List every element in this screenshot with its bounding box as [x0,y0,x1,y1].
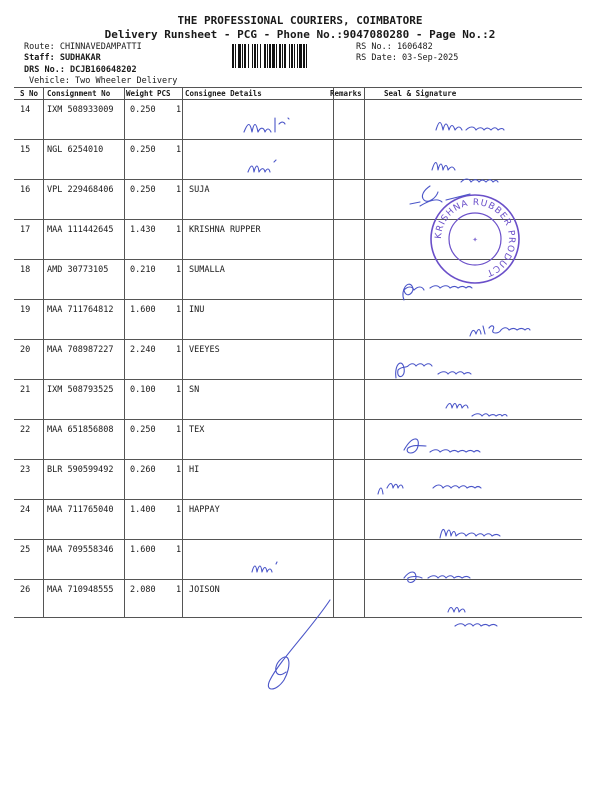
row-pcs: 1 [176,505,182,515]
row-sno: 26 [20,585,31,595]
row-pcs: 1 [176,545,182,555]
row-consignee: SUJA [189,185,210,195]
col-header-consignment: Consignment No [47,89,111,98]
barcode-bar [232,44,234,68]
row-weight: 0.250 [130,425,156,435]
row-sno: 24 [20,505,31,515]
row-sno: 23 [20,465,31,475]
row-weight: 0.250 [130,145,156,155]
row-weight: 0.100 [130,385,156,395]
row-consignee: HAPPAY [189,505,220,515]
barcode-bar [289,44,290,68]
staff-label: Staff: SUDHAKAR [24,53,101,63]
table-bottom-rule [14,617,582,618]
barcode-bar [257,44,258,68]
row-consignee: JOISON [189,585,220,595]
row-weight: 1.430 [130,225,156,235]
row-sno: 25 [20,545,31,555]
barcode-bar [254,44,256,68]
row-sno: 14 [20,105,31,115]
barcode-bar [291,44,293,68]
barcode-bar [267,44,268,68]
row-consignment: MAA 710948555 [47,585,114,595]
barcode-bar [272,44,275,68]
row-sno: 16 [20,185,31,195]
row-sno: 19 [20,305,31,315]
stamp-text: KRISHNA RUBBER PRODUCT [433,197,517,278]
table-row [0,339,600,379]
vehicle-label: Vehicle: Two Wheeler Delivery [29,76,178,86]
barcode-bar [282,44,283,68]
row-weight: 0.250 [130,185,156,195]
table-row [0,99,600,139]
col-header-pcs: PCS [157,89,171,98]
barcode-bar [297,44,298,68]
row-pcs: 1 [176,585,182,595]
col-header-remarks: Remarks [330,89,362,98]
table-row [0,379,600,419]
row-weight: 0.260 [130,465,156,475]
row-sno: 15 [20,145,31,155]
row-pcs: 1 [176,225,182,235]
row-sno: 17 [20,225,31,235]
row-consignment: MAA 711764812 [47,305,114,315]
row-consignee: SUMALLA [189,265,225,275]
row-pcs: 1 [176,305,182,315]
row-pcs: 1 [176,345,182,355]
barcode-bar [244,44,246,68]
row-consignment: NGL 6254010 [47,145,104,155]
barcode-bar [242,44,243,68]
barcode-bar [299,44,302,68]
barcode-bar [279,44,281,68]
row-consignment: VPL 229468406 [47,185,114,195]
barcode-bar [306,44,307,68]
table-row [0,539,600,579]
barcode-bar [260,44,261,68]
row-consignee: INU [189,305,205,315]
company-title: THE PROFESSIONAL COURIERS, COIMBATORE [177,14,423,27]
row-pcs: 1 [176,145,182,155]
barcode-bar [248,44,249,68]
row-weight: 1.600 [130,545,156,555]
barcode-bar [269,44,271,68]
row-weight: 0.250 [130,105,156,115]
row-consignment: BLR 590599492 [47,465,114,475]
route-label: Route: CHINNAVEDAMPATTI [24,42,142,52]
drs-number: DRS No.: DCJB160648202 [24,65,137,75]
row-consignment: IXM 508933009 [47,105,114,115]
row-consignee: SN [189,385,200,395]
row-consignment: MAA 708987227 [47,345,114,355]
row-consignment: MAA 709558346 [47,545,114,555]
barcode-bar [303,44,305,68]
rs-date: RS Date: 03-Sep-2025 [356,53,459,63]
row-consignment: MAA 111442645 [47,225,114,235]
row-consignment: IXM 508793525 [47,385,114,395]
row-pcs: 1 [176,185,182,195]
barcode-bar [294,44,295,68]
row-weight: 1.600 [130,305,156,315]
rs-number: RS No.: 1606482 [356,42,433,52]
barcode-bar [238,44,241,68]
row-pcs: 1 [176,105,182,115]
table-row [0,299,600,339]
row-weight: 2.240 [130,345,156,355]
barcode-bar [235,44,236,68]
row-consignment: AMD 30773105 [47,265,109,275]
col-header-sno: S No [20,89,39,98]
row-consignee: KRISHNA RUPPER [189,225,261,235]
rubber-stamp [428,192,522,286]
table-row [0,499,600,539]
barcode-bar [276,44,277,68]
row-sno: 20 [20,345,31,355]
barcode-bar [284,44,286,68]
col-header-seal: Seal & Signature [384,89,457,98]
row-sno: 18 [20,265,31,275]
row-pcs: 1 [176,385,182,395]
row-sno: 21 [20,385,31,395]
barcode-bar [264,44,266,68]
row-consignee: HI [189,465,200,475]
barcode [232,44,350,68]
row-consignee: TEX [189,425,205,435]
col-header-weight: Weight [126,89,154,98]
row-consignee: VEEYES [189,345,220,355]
row-weight: 2.080 [130,585,156,595]
row-consignment: MAA 711765040 [47,505,114,515]
col-header-consignee: Consignee Details [185,89,262,98]
row-weight: 0.210 [130,265,156,275]
table-row [0,419,600,459]
runsheet-title: Delivery Runsheet - PCG - Phone No.:9047080280 - Page No.:2 [104,28,496,41]
svg-text:✦: ✦ [472,236,478,244]
row-consignment: MAA 651856808 [47,425,114,435]
table-top-rule [14,87,582,88]
table-row [0,579,600,619]
table-row [0,459,600,499]
table-row [0,139,600,179]
row-weight: 1.400 [130,505,156,515]
row-pcs: 1 [176,265,182,275]
row-pcs: 1 [176,465,182,475]
row-sno: 22 [20,425,31,435]
barcode-bar [252,44,253,68]
row-pcs: 1 [176,425,182,435]
